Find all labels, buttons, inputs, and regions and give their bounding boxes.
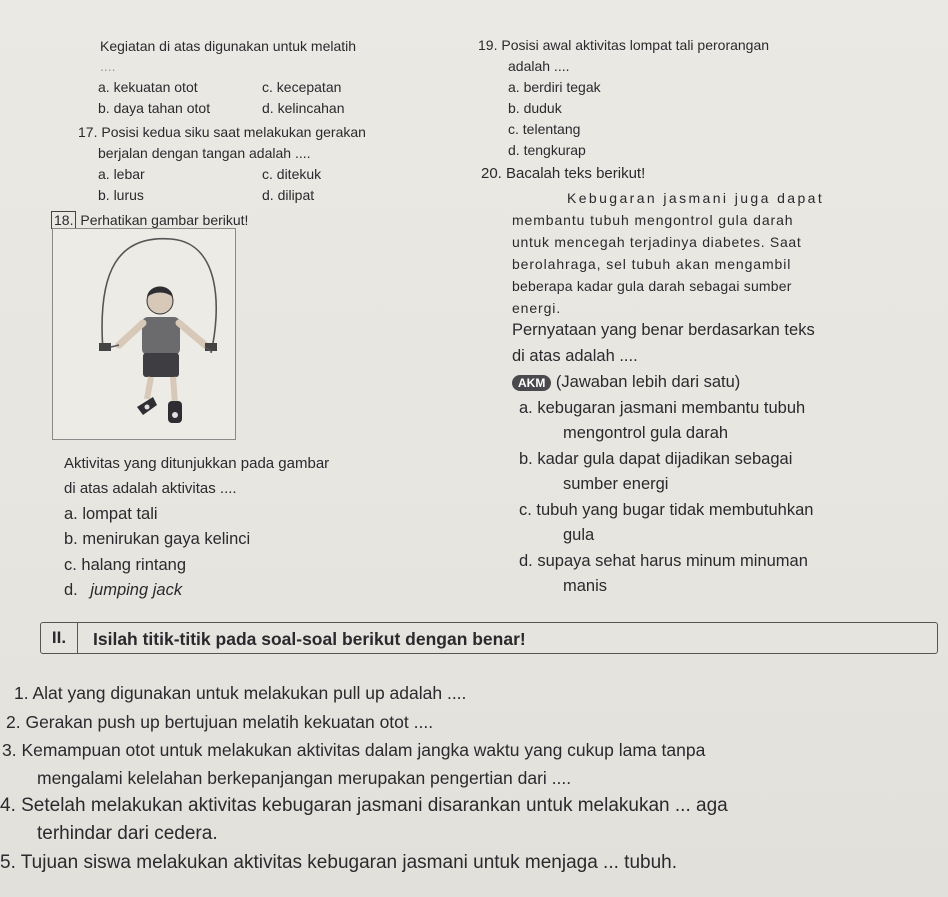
q19-option-a[interactable]: a. berdiri tegak [508,79,601,95]
q20-ask-line2: di atas adalah .... [512,347,638,365]
section-2-roman: II. [41,623,78,653]
q20-option-a[interactable]: a. kebugaran jasmani membantu tubuh [519,399,806,417]
q20-option-b[interactable]: b. kadar gula dapat dijadikan sebagai [519,450,793,468]
akm-note: (Jawaban lebih dari satu) [555,373,741,391]
q20-option-c-cont: gula [563,526,595,544]
jump-rope-figure [52,228,236,440]
passage-line-4: berolahraga, sel tubuh akan mengambil [512,256,792,272]
q17-option-d[interactable]: d. dilipat [262,187,315,203]
akm-line [512,373,740,392]
q18-question-line1: Aktivitas yang ditunjukkan pada gambar [64,455,330,472]
q18-option-d-letter: d. [64,581,78,599]
q16-option-a[interactable]: a. kekuatan otot [98,79,198,95]
passage-line-5: beberapa kadar gula darah sebagai sumber [512,278,792,294]
q20-option-c[interactable]: c. tubuh yang bugar tidak membutuhkan [519,501,814,519]
q20-option-a-cont: mengontrol gula darah [563,424,729,442]
q16-option-d[interactable]: d. kelincahan [262,100,345,116]
q19-option-c[interactable]: c. telentang [508,121,581,137]
q17-option-c[interactable]: c. ditekuk [262,166,322,182]
q17-option-b[interactable]: b. lurus [98,187,144,203]
q20-ask-line1: Pernyataan yang benar berdasarkan teks [512,321,815,339]
q18-number: 18. [51,211,76,229]
q18-option-b[interactable]: b. menirukan gaya kelinci [64,530,251,548]
q17-stem-line1: 17. Posisi kedua siku saat melakukan gerakan [78,124,366,140]
essay-item-4: 4. Setelah melakukan aktivitas kebugaran jasmani disarankan untuk melakukan ... aga [0,795,728,816]
essay-item-3-cont: mengalami kelelahan berkepanjangan merupakan pengertian dari .... [37,768,572,788]
q18-option-c[interactable]: c. halang rintang [64,556,187,574]
q18-option-a[interactable]: a. lompat tali [64,505,158,523]
essay-item-5: 5. Tujuan siswa melakukan aktivitas kebugaran jasmani untuk menjaga ... tubuh. [0,852,677,873]
passage-line-1: Kebugaran jasmani juga dapat [567,190,825,206]
q17-stem-line2: berjalan dengan tangan adalah .... [98,145,311,161]
q20-option-d-cont: manis [563,577,608,595]
section-2-title: Isilah titik-titik pada soal-soal berikut dengan benar! [93,629,526,649]
passage-line-6: energi. [512,300,562,316]
q18-option-d-text: jumping jack [90,581,183,599]
q19-stem-line2: adalah .... [508,58,570,74]
q16-blank: .... [100,58,116,74]
section-2-header [40,622,938,654]
essay-item-1: 1. Alat yang digunakan untuk melakukan pull up adalah .... [14,683,467,703]
passage-line-2: membantu tubuh mengontrol gula darah [512,212,794,228]
q18-header [51,212,248,228]
boy-jumping-rope-illustration [53,229,235,439]
q18-stem: Perhatikan gambar berikut! [80,212,249,228]
q19-stem-line1: 19. Posisi awal aktivitas lompat tali perorangan [478,37,770,53]
q18-question-line2: di atas adalah aktivitas .... [64,480,237,497]
essay-item-3: 3. Kemampuan otot untuk melakukan aktivitas dalam jangka waktu yang cukup lama tanpa [2,740,706,760]
q16-option-b[interactable]: b. daya tahan otot [98,100,211,116]
q20-option-d[interactable]: d. supaya sehat harus minum minuman [519,552,808,570]
q16-stem: Kegiatan di atas digunakan untuk melatih [100,38,357,54]
q20-stem: 20. Bacalah teks berikut! [481,165,646,182]
passage-line-3: untuk mencegah terjadinya diabetes. Saat [512,234,802,250]
q19-option-d[interactable]: d. tengkurap [508,142,586,158]
q17-option-a[interactable]: a. lebar [98,166,145,182]
essay-item-2: 2. Gerakan push up bertujuan melatih kekuatan otot .... [6,712,434,732]
essay-item-4-cont: terhindar dari cedera. [37,823,218,844]
q16-option-c[interactable]: c. kecepatan [262,79,342,95]
akm-badge: AKM [512,375,551,391]
q19-option-b[interactable]: b. duduk [508,100,562,116]
q20-option-b-cont: sumber energi [563,475,669,493]
q18-option-d[interactable] [64,581,182,600]
